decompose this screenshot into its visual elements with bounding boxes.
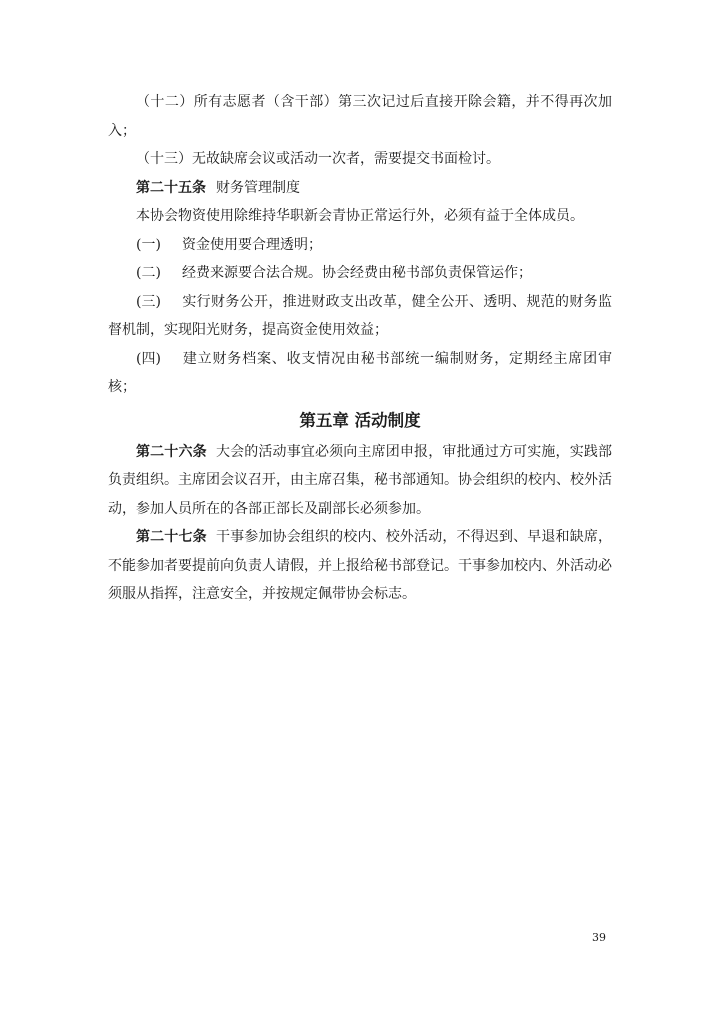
finance-item-2-text: 经费来源要合法合规。协会经费由秘书部负责保管运作； bbox=[182, 265, 532, 281]
article-26-text: 大会的活动事宜必须向主席团申报，审批通过方可实施，实践部负责组织。主席团会议召开，由主席召集，秘书部通知。协会组织的校内、校外活动，参加人员所在的各部正部长及副部长必须参加。 bbox=[108, 443, 612, 517]
finance-item-2-number: (二) bbox=[136, 265, 161, 281]
article-25-title: 财务管理制度 bbox=[216, 179, 300, 196]
article-26 bbox=[108, 438, 612, 524]
finance-item-1 bbox=[108, 231, 612, 260]
article-25-heading bbox=[108, 174, 612, 203]
finance-item-4 bbox=[108, 345, 612, 402]
finance-item-4-number: (四) bbox=[136, 350, 161, 367]
finance-item-3-text: 实行财务公开，推进财政支出改革，健全公开、透明、规范的财务监督机制，实现阳光财务，提高资金使用效益； bbox=[108, 293, 612, 338]
paragraph-item-12: （十二）所有志愿者（含干部）第三次记过后直接开除会籍，并不得再次加入； bbox=[108, 94, 612, 139]
finance-item-3 bbox=[108, 288, 612, 345]
article-27 bbox=[108, 523, 612, 609]
paragraph-item-13: （十三）无故缺席会议或活动一次者，需要提交书面检讨。 bbox=[136, 151, 500, 167]
article-27-text: 干事参加协会组织的校内、校外活动，不得迟到、早退和缺席，不能参加者要提前向负责人请假，并上报给秘书部登记。干事参加校内、外活动必须服从指挥，注意安全，并按规定佩带协会标志。 bbox=[108, 529, 612, 602]
finance-item-3-number: (三) bbox=[136, 293, 161, 310]
document-body bbox=[108, 88, 612, 609]
finance-item-2 bbox=[108, 259, 612, 288]
article-26-number: 第二十六条 bbox=[136, 443, 207, 460]
finance-intro: 本协会物资使用除维持华职新会青协正常运行外，必须有益于全体成员。 bbox=[136, 208, 584, 224]
finance-item-1-number: (一) bbox=[136, 236, 161, 253]
finance-item-1-text: 资金使用要合理透明； bbox=[182, 236, 322, 253]
chapter-5-title: 第五章 活动制度 bbox=[299, 410, 421, 430]
page-number: 39 bbox=[592, 931, 606, 944]
article-27-number: 第二十七条 bbox=[136, 529, 207, 545]
finance-item-4-text: 建立财务档案、收支情况由秘书部统一编制财务，定期经主席团审核； bbox=[108, 350, 612, 395]
article-25-number: 第二十五条 bbox=[136, 179, 206, 196]
